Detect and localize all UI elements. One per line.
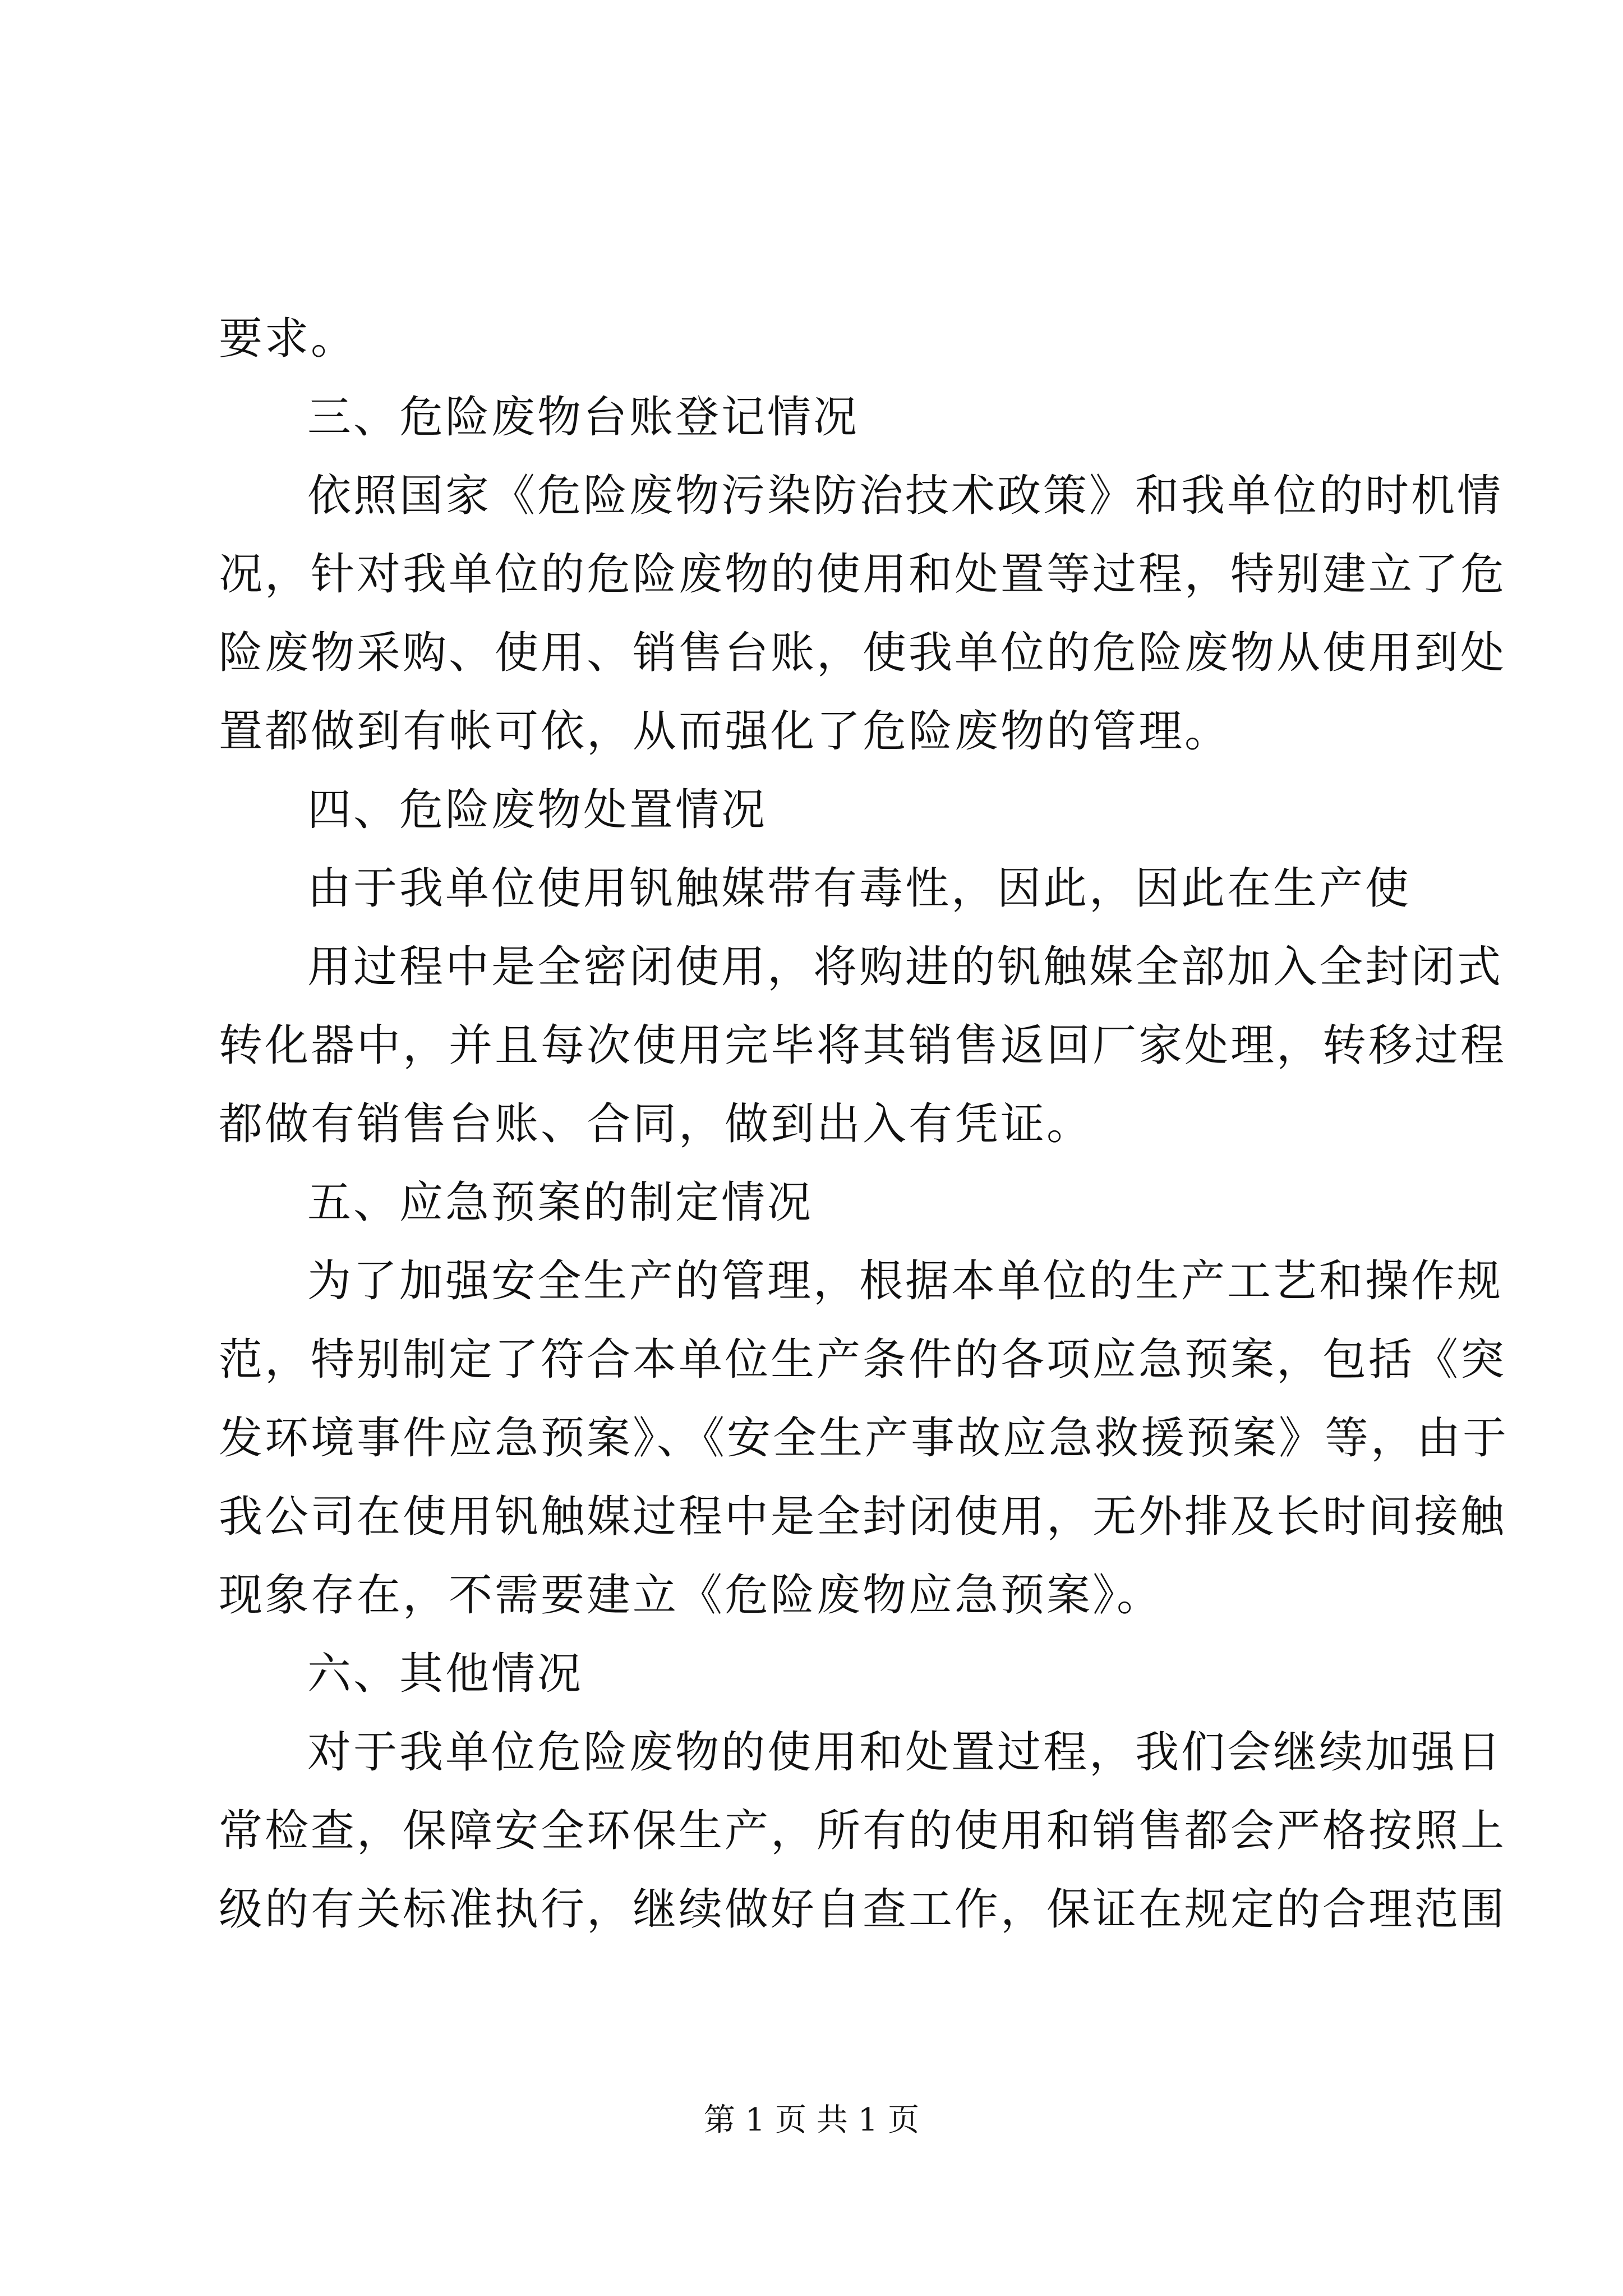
paragraph-line: 都做有销售台账、合同，做到出入有凭证。 [219, 1099, 1093, 1149]
paragraph-line: 况，针对我单位的危险废物的使用和处置等过程，特别建立了危 [219, 549, 1507, 600]
paragraph-line: 我公司在使用钒触媒过程中是全封闭使用，无外排及长时间接触 [219, 1492, 1507, 1542]
section-heading-6: 六、其他情况 [307, 1649, 584, 1699]
paragraph-line: 级的有关标准执行，继续做好自查工作，保证在规定的合理范围 [219, 1884, 1507, 1935]
paragraph-line-continuation: 要求。 [219, 314, 357, 364]
paragraph-line: 险废物采购、使用、销售台账，使我单位的危险废物从使用到处 [219, 628, 1507, 678]
paragraph-line: 对于我单位危险废物的使用和处置过程，我们会继续加强日 [307, 1727, 1504, 1778]
paragraph-line: 置都做到有帐可依，从而强化了危险废物的管理。 [219, 706, 1231, 757]
paragraph-line: 由于我单位使用钒触媒带有毒性，因此，因此在生产使 [307, 863, 1412, 914]
paragraph-line: 范，特别制定了符合本单位生产条件的各项应急预案，包括《突 [219, 1335, 1507, 1385]
paragraph-line: 依照国家《危险废物污染防治技术政策》和我单位的时机情 [307, 471, 1504, 521]
paragraph-line: 现象存在，不需要建立《危险废物应急预案》。 [219, 1570, 1163, 1621]
paragraph-line: 转化器中，并且每次使用完毕将其销售返回厂家处理，转移过程 [219, 1020, 1507, 1071]
section-heading-4: 四、危险废物处置情况 [307, 785, 768, 835]
section-heading-5: 五、应急预案的制定情况 [307, 1177, 814, 1228]
paragraph-line: 用过程中是全密闭使用，将购进的钒触媒全部加入全封闭式 [307, 942, 1504, 992]
paragraph-line: 发环境事件应急预案》、《安全生产事故应急救援预案》等，由于 [219, 1413, 1509, 1464]
page-number-footer: 第 1 页 共 1 页 [703, 2102, 920, 2138]
paragraph-line: 常检查，保障安全环保生产，所有的使用和销售都会严格按照上 [219, 1806, 1507, 1856]
paragraph-line: 为了加强安全生产的管理，根据本单位的生产工艺和操作规 [307, 1256, 1504, 1306]
section-heading-3: 三、危险废物台账登记情况 [307, 392, 860, 443]
